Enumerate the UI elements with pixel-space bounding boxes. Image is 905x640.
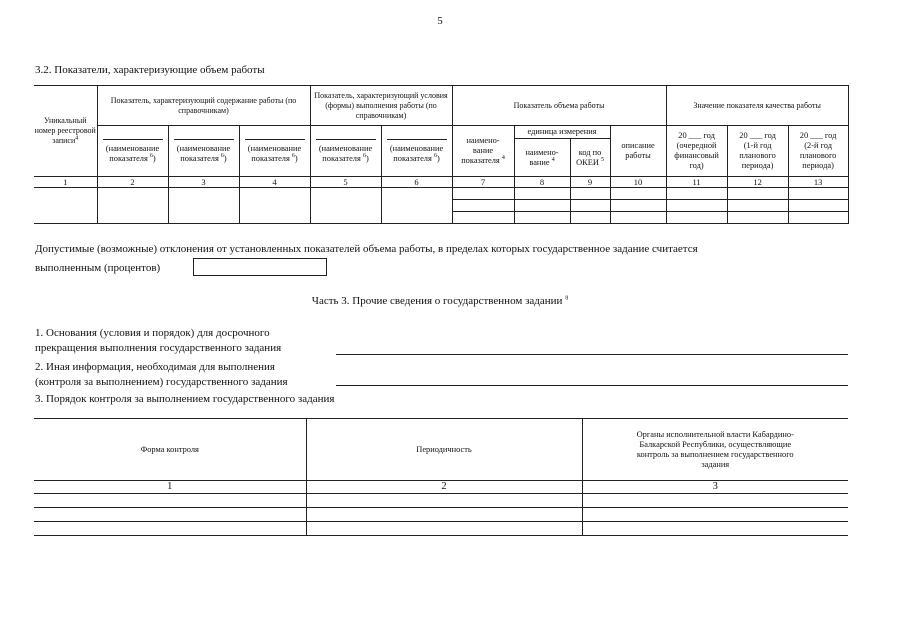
col-number: 7 [452,177,514,188]
header-unique-record: Уникальный номер реестровой записи$^4$ [34,86,97,177]
table-row [34,522,848,536]
empty-cell[interactable] [727,200,788,212]
periodicity-header: Периодичность [306,419,582,481]
col-number: 3 [582,481,848,494]
empty-cell[interactable] [306,508,582,522]
empty-cell[interactable] [514,188,570,200]
empty-cell[interactable] [570,200,610,212]
empty-cell[interactable] [582,508,848,522]
col-number: 11 [666,177,727,188]
empty-cell[interactable] [727,188,788,200]
name-cell-6: (наименование показателя $^6$) [381,126,452,177]
deviation-text-line2: выполненным (процентов) [35,262,161,274]
empty-cell[interactable] [452,200,514,212]
deviation-percent-input[interactable] [193,258,327,276]
empty-cell[interactable] [34,494,306,508]
unit-name-header: наимено- вание $^4$ [514,139,570,177]
item2-text: 2. Иная информация, необходимая для выполнения (контроля за выполнением) государственного задания [35,361,288,388]
empty-cell[interactable] [582,522,848,536]
column-number-row [34,481,848,494]
empty-cell[interactable] [452,212,514,224]
empty-cell[interactable] [306,522,582,536]
empty-cell[interactable] [514,200,570,212]
header-volume-indicator: Показатель объема работы [452,86,666,126]
empty-cell[interactable] [168,188,239,224]
empty-cell[interactable] [570,188,610,200]
control-table [34,418,848,536]
item2-fill-line[interactable] [336,385,848,386]
empty-cell[interactable] [34,508,306,522]
empty-cell[interactable] [788,212,848,224]
col-number: 12 [727,177,788,188]
empty-cell[interactable] [666,212,727,224]
empty-cell[interactable] [610,200,666,212]
item1-text: 1. Основания (условия и порядок) для досрочного прекращения выполнения государственного задания [35,327,282,354]
okei-code-header: код по ОКЕИ $^5$ [570,139,610,177]
page-number: 5 [437,15,443,27]
empty-cell[interactable] [610,212,666,224]
table-row [34,508,848,522]
col-number: 6 [381,177,452,188]
work-volume-table [34,85,849,224]
empty-cell[interactable] [570,212,610,224]
empty-cell[interactable] [34,188,97,224]
empty-cell[interactable] [381,188,452,224]
deviation-text-line1: Допустимые (возможные) отклонения от установленных показателей объема работы, в пределах которых государственное задание считается [35,243,698,255]
table-row [34,188,848,200]
header-quality-value: Значение показателя качества работы [666,86,848,126]
indicator-name-header: наимено- вание показателя $^4$ [452,126,514,177]
empty-cell[interactable] [666,188,727,200]
empty-cell[interactable] [788,188,848,200]
empty-cell[interactable] [306,494,582,508]
empty-cell[interactable] [97,188,168,224]
empty-cell[interactable] [34,522,306,536]
col-number: 5 [310,177,381,188]
col-number: 1 [34,177,97,188]
col-number: 4 [239,177,310,188]
part3-title: Часть 3. Прочие сведения о государственном задании $^8$ [311,295,569,307]
empty-cell[interactable] [239,188,310,224]
col-number: 9 [570,177,610,188]
col-number: 2 [306,481,582,494]
name-cell-4: (наименование показателя $^6$) [239,126,310,177]
control-form-header: Форма контроля [34,419,306,481]
work-description-header: описание работы [610,126,666,177]
empty-cell[interactable] [514,212,570,224]
col-number: 10 [610,177,666,188]
col-number: 13 [788,177,848,188]
empty-cell[interactable] [666,200,727,212]
header-conditions-indicator: Показатель, характеризующий условия (формы) выполнения работы (по справочникам) [310,86,452,126]
name-cell-2: (наименование показателя $^6$) [97,126,168,177]
name-cell-5: (наименование показателя $^6$) [310,126,381,177]
item3-text: 3. Порядок контроля за выполнением государственного задания [35,393,335,405]
empty-cell[interactable] [582,494,848,508]
col-number: 8 [514,177,570,188]
year-2-header: 20 ___ год (1-й год планового периода) [727,126,788,177]
year-3-header: 20 ___ год (2-й год планового периода) [788,126,848,177]
section-3-2-title: 3.2. Показатели, характеризующие объем работы [35,64,265,76]
col-number: 3 [168,177,239,188]
name-cell-3: (наименование показателя $^6$) [168,126,239,177]
header-content-indicator: Показатель, характеризующий содержание работы (по справочникам) [97,86,310,126]
empty-cell[interactable] [788,200,848,212]
table-row [34,494,848,508]
unit-header: единица измерения [514,126,610,139]
item1-fill-line[interactable] [336,354,848,355]
col-number: 2 [97,177,168,188]
empty-cell[interactable] [310,188,381,224]
empty-cell[interactable] [452,188,514,200]
empty-cell[interactable] [727,212,788,224]
year-1-header: 20 ___ год (очередной финансовый год) [666,126,727,177]
column-number-row [34,177,848,188]
empty-cell[interactable] [610,188,666,200]
control-bodies-header: Органы исполнительной власти Кабардино- Балкарской Республики, осуществляющие контроль за выполнением государственного задания [582,419,848,481]
col-number: 1 [34,481,306,494]
